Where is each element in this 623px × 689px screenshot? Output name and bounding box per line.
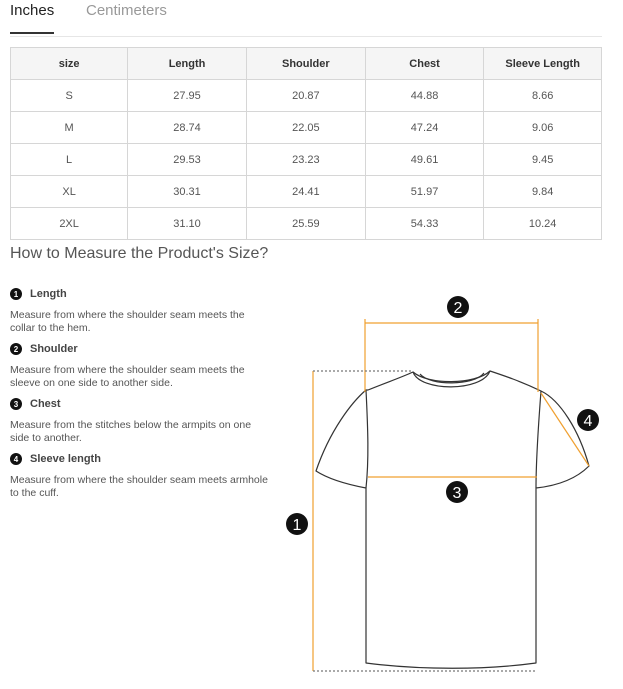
cell-length: 27.95	[128, 80, 247, 112]
cell-chest: 54.33	[365, 208, 483, 240]
step-title-text: Length	[30, 288, 67, 300]
cell-chest: 49.61	[365, 144, 483, 176]
cell-sleeve-length: 9.84	[484, 176, 602, 208]
cell-shoulder: 23.23	[246, 144, 365, 176]
step-length-desc: Measure from where the shoulder seam meets the collar to the hem.	[10, 309, 245, 334]
cell-chest: 44.88	[365, 80, 483, 112]
cell-size: S	[11, 80, 128, 112]
marker-3-icon	[446, 481, 468, 503]
cell-shoulder: 20.87	[246, 80, 365, 112]
header-shoulder: Shoulder	[246, 48, 365, 80]
step-title-text: Chest	[30, 398, 61, 410]
cell-shoulder: 22.05	[246, 112, 365, 144]
svg-text:4: 4	[583, 413, 593, 430]
marker-1-icon	[286, 513, 308, 535]
howto-heading: How to Measure the Product's Size?	[10, 245, 269, 262]
marker-2-icon	[447, 296, 469, 318]
cell-shoulder: 25.59	[246, 208, 365, 240]
armhole-left-icon	[366, 390, 368, 488]
tab-inches[interactable]: Inches	[10, 2, 55, 19]
step-shoulder-desc: Measure from where the shoulder seam meets the sleeve on one side to another side.	[10, 364, 245, 389]
cell-size: L	[11, 144, 128, 176]
svg-text:1: 1	[292, 517, 302, 534]
cell-chest: 51.97	[365, 176, 483, 208]
cell-length: 28.74	[128, 112, 247, 144]
marker-4-icon	[577, 409, 599, 431]
step-sleeve-desc: Measure from where the shoulder seam meets armhole to the cuff.	[10, 474, 268, 499]
cell-size: XL	[11, 176, 128, 208]
step-number-badge: 3	[10, 398, 22, 410]
cell-length: 30.31	[128, 176, 247, 208]
cell-chest: 47.24	[365, 112, 483, 144]
cell-size: 2XL	[11, 208, 128, 240]
cell-sleeve-length: 9.45	[484, 144, 602, 176]
cell-sleeve-length: 9.06	[484, 112, 602, 144]
header-length: Length	[128, 48, 247, 80]
header-size: size	[11, 48, 128, 80]
step-title-text: Sleeve length	[30, 453, 101, 465]
tshirt-outline-icon	[316, 371, 589, 668]
collar-icon	[413, 371, 490, 387]
svg-text:3: 3	[452, 485, 462, 502]
step-number-badge: 1	[10, 288, 22, 300]
cell-sleeve-length: 10.24	[484, 208, 602, 240]
cell-length: 29.53	[128, 144, 247, 176]
cell-shoulder: 24.41	[246, 176, 365, 208]
armhole-right-icon	[536, 391, 541, 488]
cell-length: 31.10	[128, 208, 247, 240]
step-number-badge: 4	[10, 453, 22, 465]
svg-text:2: 2	[453, 300, 463, 317]
header-sleeve-length: Sleeve Length	[484, 48, 602, 80]
header-chest: Chest	[365, 48, 483, 80]
cell-sleeve-length: 8.66	[484, 80, 602, 112]
cell-size: M	[11, 112, 128, 144]
step-title-text: Shoulder	[30, 343, 78, 355]
step-number-badge: 2	[10, 343, 22, 355]
step-chest-desc: Measure from the stitches below the armpits on one side to another.	[10, 419, 252, 444]
tab-centimeters[interactable]: Centimeters	[86, 2, 167, 19]
